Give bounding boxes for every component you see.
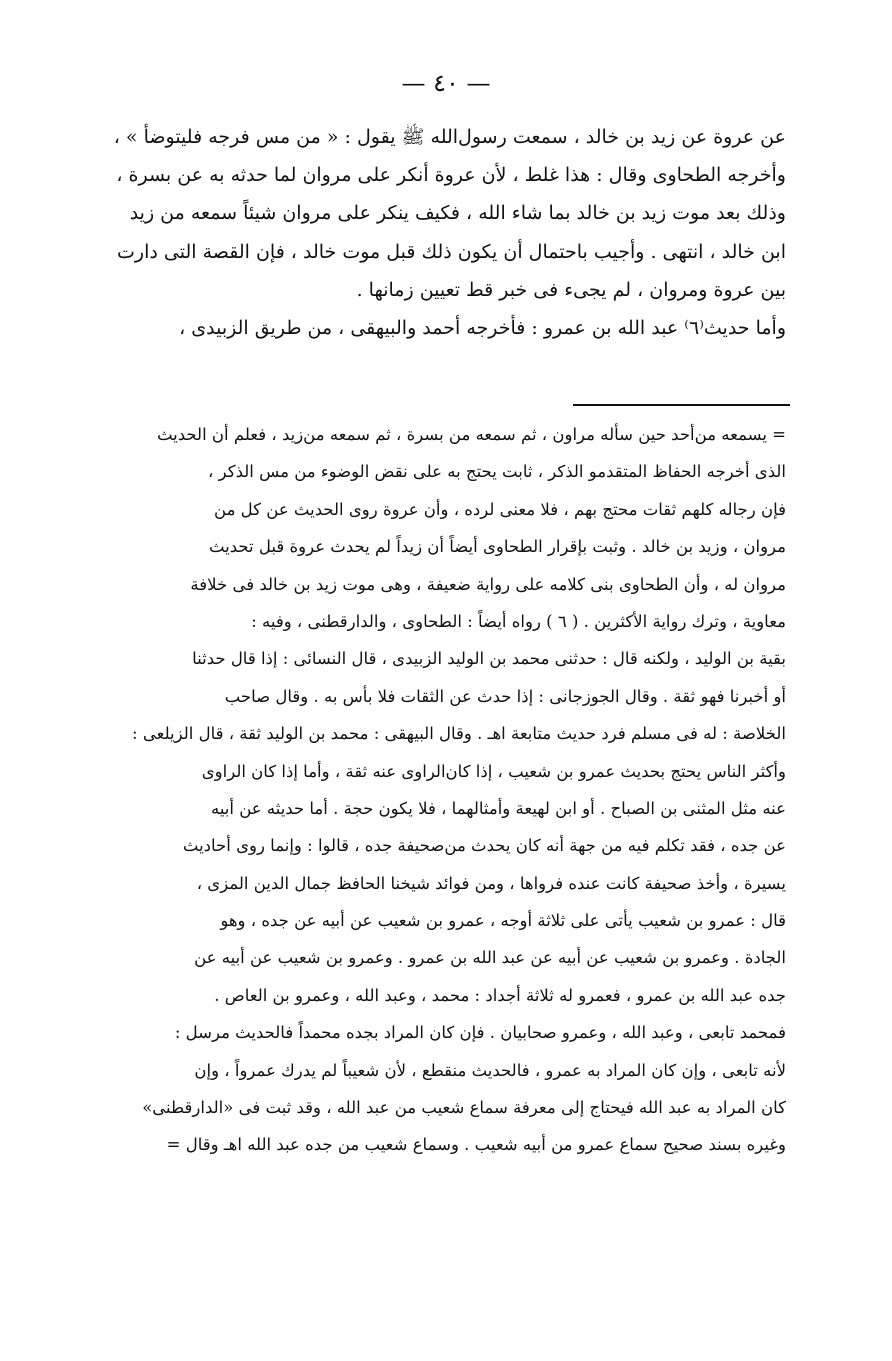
footnote-line: فمحمد تابعى ، وعبد الله ، وعمرو صحابيان . فإن كان المراد بجده محمداً فالحديث مرسل :	[174, 1023, 786, 1043]
main-text-line: وذلك بعد موت زيد بن خالد بما شاء الله ، فكيف ينكر على مروان شيئاً سمعه من زيد	[129, 202, 786, 225]
footnote-line: فإن رجاله كلهم ثقات محتج بهم ، فلا معنى لرده ، وأن عروة روى الحديث عن كل من	[214, 499, 786, 519]
footnote-line: جده عبد الله بن عمرو ، فعمرو له ثلاثة أجداد : محمد ، وعبد الله ، وعمرو بن العاص .	[214, 985, 786, 1005]
footnote-line: كان المراد به عبد الله فيحتاج إلى معرفة سماع شعيب من عبد الله ، وقد ثبت فى «الدارقطنى»	[142, 1098, 786, 1118]
footnote-line: لأنه تابعى ، وإن كان المراد به عمرو ، فالحديث منقطع ، لأن شعيباً لم يدرك عمرواً ، وإن	[194, 1060, 786, 1080]
footnote-line: عن جده ، فقد تكلم فيه من جهة أنه كان يحدث من‌صحيفة جده ، قالوا : وإنما روى أحاديث	[182, 836, 786, 856]
main-text-line: عن عروة عن زيد بن خالد ، سمعت رسول‌الله ﷺ يقول : « من مس فرجه فليتوضأ » ،	[113, 126, 786, 148]
page-number: — ٤٠ —	[401, 69, 491, 97]
footnote-line: قال : عمرو بن شعيب يأتى على ثلاثة أوجه ، عمرو بن شعيب عن أبيه عن جده ، وهو	[220, 911, 786, 931]
footnote-line: وأكثر الناس يحتج بحديث عمرو بن شعيب ، إذا كان‌الراوى عنه ثقة ، وأما إذا كان الراوى	[201, 761, 786, 781]
footnote-line: = يسمعه من‌أحد حين سأله مراون ، ثم سمعه من بسرة ، ثم سمعه من‌زيد ، فعلم أن الحديث	[156, 425, 786, 444]
footnote-divider	[573, 404, 790, 406]
footnote-line: معاوية ، وترك رواية الأكثرين . ( ٦ ) رواه أيضاً : الطحاوى ، والدارقطنى ، وفيه :	[251, 611, 786, 631]
footnote-line: يسيرة ، وأخذ صحيفة كانت عنده فرواها ، ومن فوائد شيخنا الحافظ جمال الدين المزى ،	[196, 873, 786, 893]
main-text-line: وأخرجه الطحاوى وقال : هذا غلط ، لأن عروة أنكر على مروان لما حدثه به عن بسرة ،	[116, 164, 786, 187]
main-text-line: ابن خالد ، انتهى . وأجيب باحتمال أن يكون ذلك قبل موت خالد ، فإن القصة التى دارت	[117, 240, 786, 263]
footnote-line: بقية بن الوليد ، ولكنه قال : حدثنى محمد بن الوليد الزبيدى ، قال النسائى : إذا قال حدثنا	[192, 649, 786, 669]
footnote-line: الجادة . وعمرو بن شعيب عن أبيه عن عبد الله بن عمرو . وعمرو بن شعيب عن أبيه عن	[194, 948, 786, 968]
main-text-line: بين عروة ومروان ، لم يجىء فى خبر قط تعيين زمانها .	[356, 278, 786, 301]
footnote-line: مروان ، وزيد بن خالد . وثبت بإقرار الطحاوى أيضاً أن زيداً لم يحدث عروة قبل تحديث	[208, 537, 786, 557]
footnote-line: عنه مثل المثنى بن الصباح . أو ابن لهيعة وأمثالهما ، فلا يكون حجة . أما حديثه عن أبيه	[210, 798, 786, 818]
footnote-line: أو أخبرنا فهو ثقة . وقال الجوزجانى : إذا حدث عن الثقات فلا بأس به . وقال صاحب	[224, 686, 786, 706]
footnote-line: مروان له ، وأن الطحاوى بنى كلامه على رواية ضعيفة ، وهى موت زيد بن خالد فى خلافة	[190, 574, 786, 594]
footnotes	[56, 416, 786, 1164]
footnote-line: الخلاصة : له فى مسلم فرد حديث متابعة اهـ . وقال البيهقى : محمد بن الوليد ثقة ، قال الزيلعى :	[132, 724, 786, 744]
main-text	[56, 118, 786, 347]
footnote-line: وغيره بسند صحيح سماع عمرو من أبيه شعيب . وسماع شعيب من جده عبد الله اهـ وقال =	[166, 1135, 786, 1155]
main-text-line: وأما حديث⁽٦⁾ عبد الله بن عمرو : فأخرجه أحمد والبيهقى ، من طريق الزبيدى ،	[179, 316, 786, 339]
footnote-line: الذى أخرجه الحفاظ المتقدمو الذكر ، ثابت يحتج به على نقض الوضوء من مس الذكر ،	[208, 462, 786, 482]
